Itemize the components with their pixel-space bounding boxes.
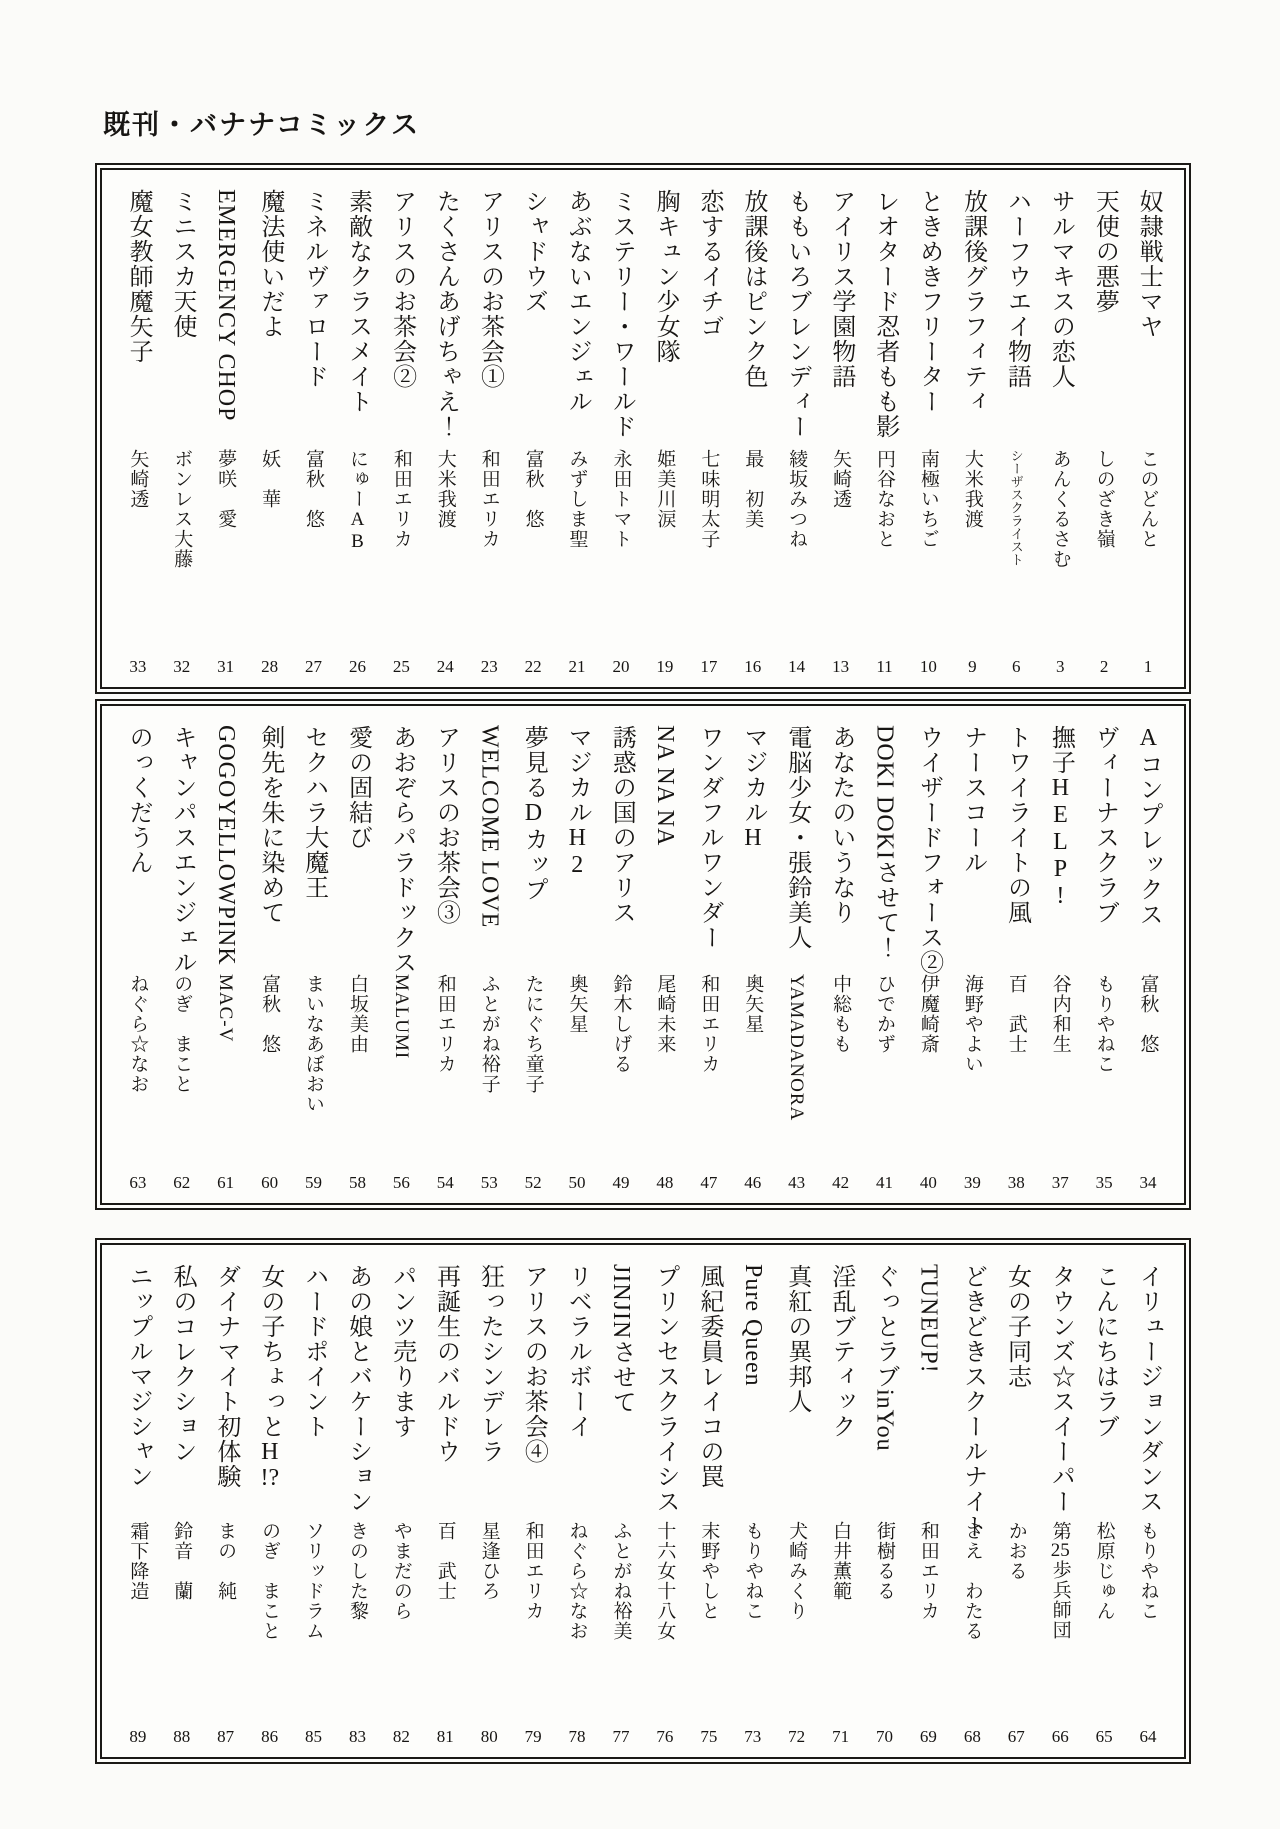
entry-number: 19 [656, 657, 674, 676]
entry-number: 61 [217, 1173, 235, 1192]
entry-title: 狂ったシンデレラ [476, 1264, 503, 1464]
entry-number: 66 [1051, 1727, 1069, 1746]
entry-number: 65 [1095, 1727, 1113, 1746]
entry-author: 富秋 悠 [522, 448, 544, 529]
entry-number: 64 [1139, 1727, 1157, 1746]
catalog-entry [994, 174, 1038, 683]
entry-number: 9 [968, 657, 977, 676]
catalog-entry [1126, 1249, 1170, 1753]
entry-number: 87 [217, 1727, 235, 1746]
entry-title: ナースコール [959, 725, 986, 875]
catalog-entry [423, 1249, 467, 1753]
entry-title: 電脳少女・張鈴美人 [783, 725, 810, 950]
entry-number: 39 [963, 1173, 981, 1192]
entry-author: 尾崎未来 [654, 974, 676, 1055]
entry-author: 奥矢星 [742, 974, 764, 1035]
entry-number: 77 [612, 1727, 630, 1746]
entry-number: 69 [919, 1727, 937, 1746]
entry-number: 23 [480, 657, 498, 676]
entry-title: Aコンプレックス [1135, 725, 1162, 927]
entry-author: 和田エリカ [390, 448, 412, 549]
catalog-entry [423, 174, 467, 683]
entry-author: しのざき嶺 [1093, 448, 1115, 549]
entry-author: やまだのら [390, 1521, 412, 1622]
entry-title: アリスのお茶会② [388, 189, 415, 389]
entry-number: 46 [744, 1173, 762, 1192]
catalog-entry [335, 1249, 379, 1753]
entry-title: 素敵なクラスメイト [344, 189, 371, 414]
entry-author: もりやねこ [742, 1521, 764, 1622]
entry-title: 撫子HELP! [1047, 725, 1074, 910]
catalog-entry [687, 174, 731, 683]
entry-author: 伊魔崎斎 [917, 974, 939, 1055]
entry-author: たにぐち童子 [522, 974, 544, 1095]
entry-number: 78 [568, 1727, 586, 1746]
catalog-entry [950, 1249, 994, 1753]
catalog-entry [863, 710, 907, 1199]
entry-number: 49 [612, 1173, 630, 1192]
entry-title: ヴィーナスクラブ [1091, 725, 1118, 925]
entry-title: サルマキスの恋人 [1047, 189, 1074, 389]
entry-number: 89 [129, 1727, 147, 1746]
catalog-entry [160, 1249, 204, 1753]
entry-number: 63 [129, 1173, 147, 1192]
entry-author: 鈴音 蘭 [171, 1521, 193, 1602]
catalog-box-volumes-64-89 [95, 1238, 1191, 1764]
catalog-entry [292, 1249, 336, 1753]
entry-author: みずしま聖 [566, 448, 588, 549]
catalog-entry [775, 174, 819, 683]
entry-author: 白井薫範 [830, 1521, 852, 1602]
entry-title: 私のコレクション [168, 1264, 195, 1464]
entry-title: ミニスカ天使 [168, 189, 195, 339]
entry-number: 14 [788, 657, 806, 676]
catalog-entry [1082, 710, 1126, 1199]
catalog-entry [643, 1249, 687, 1753]
entry-title: ぐっとラブinYou [871, 1264, 898, 1452]
entry-title: 魔女教師魔矢子 [125, 189, 152, 364]
entry-author: 第25歩兵師団 [1049, 1521, 1071, 1641]
entry-title: ハーフウエイ物語 [1003, 189, 1030, 389]
entry-title: セクハラ大魔王 [300, 725, 327, 900]
catalog-entry [906, 710, 950, 1199]
entry-author: 富秋 悠 [259, 974, 281, 1055]
entry-number: 34 [1139, 1173, 1157, 1192]
entry-author: 和田エリカ [917, 1521, 939, 1622]
catalog-entry [1082, 174, 1126, 683]
entry-author: 富秋 悠 [1137, 974, 1159, 1055]
entry-title: 放課後はピンク色 [739, 189, 766, 389]
entry-columns [116, 1249, 1170, 1753]
catalog-entry [599, 1249, 643, 1753]
entry-title: あの娘とバケーション [344, 1264, 371, 1514]
entry-author: MAC-V [215, 974, 237, 1043]
entry-author: シーザスクライスト [1008, 448, 1024, 566]
entry-title: 夢見るDカップ [520, 725, 547, 902]
entry-number: 22 [524, 657, 542, 676]
entry-number: 81 [436, 1727, 454, 1746]
entry-author: ふとがね裕子 [478, 974, 500, 1095]
entry-author: 姫美川涙 [654, 448, 676, 529]
entry-title: パンツ売ります [388, 1264, 415, 1439]
entry-number: 10 [919, 657, 937, 676]
entry-title: リベラルボーイ [564, 1264, 591, 1439]
entry-number: 40 [919, 1173, 937, 1192]
entry-title: GOGOYELLOWPINK [212, 725, 239, 966]
catalog-entry [555, 174, 599, 683]
page-title: 既刊・バナナコミックス [103, 110, 421, 140]
entry-author: もりやねこ [1093, 974, 1115, 1075]
catalog-entry [467, 710, 511, 1199]
catalog-entry [863, 1249, 907, 1753]
entry-columns [116, 710, 1170, 1199]
catalog-entry [160, 174, 204, 683]
entry-number: 20 [612, 657, 630, 676]
entry-author: あんくるさむ [1049, 448, 1071, 569]
entry-author: 犬崎みくり [786, 1521, 808, 1622]
entry-author: 最 初美 [742, 448, 764, 529]
entry-number: 11 [876, 657, 893, 676]
entry-author: 永田トマト [610, 448, 632, 549]
entry-title: NA NA NA [652, 725, 679, 847]
entry-title: あなたのいうなり [827, 725, 854, 925]
catalog-entry [116, 174, 160, 683]
entry-author: このどんと [1137, 448, 1159, 549]
catalog-entry [379, 174, 423, 683]
catalog-entry [1038, 710, 1082, 1199]
entry-title: アリスのお茶会③ [432, 725, 459, 925]
entry-author: きのした黎 [346, 1521, 368, 1622]
entry-title: Pure Queen [739, 1264, 766, 1387]
catalog-entry [555, 1249, 599, 1753]
entry-columns [116, 174, 1170, 683]
entry-title: TUNEUP! [915, 1264, 942, 1374]
entry-title: 愛の固結び [344, 725, 371, 850]
entry-author: 和田エリカ [522, 1521, 544, 1622]
entry-title: 恋するイチゴ [696, 189, 723, 339]
catalog-entry [292, 174, 336, 683]
entry-author: 大米我渡 [961, 448, 983, 529]
entry-author: 富秋 悠 [303, 448, 325, 529]
entry-title: プリンセスクライシス [652, 1264, 679, 1514]
catalog-entry [950, 174, 994, 683]
entry-number: 83 [348, 1727, 366, 1746]
catalog-entry [1126, 174, 1170, 683]
entry-title: 誘惑の国のアリス [608, 725, 635, 925]
entry-title: 天使の悪夢 [1091, 189, 1118, 314]
entry-author: ねぐら☆なお [566, 1521, 588, 1642]
entry-title: 剣先を朱に染めて [256, 725, 283, 925]
entry-author: ひでかず [874, 974, 895, 1055]
entry-number: 58 [348, 1173, 366, 1192]
entry-author: 綾坂みつね [786, 448, 808, 549]
entry-number: 43 [788, 1173, 806, 1192]
entry-number: 41 [876, 1173, 893, 1192]
entry-title: 風紀委員レイコの罠 [696, 1264, 723, 1489]
entry-author: 末野やしと [698, 1521, 720, 1622]
entry-title: タウンズ☆スイーパー [1047, 1264, 1074, 1514]
entry-author: 海野やよい [961, 974, 983, 1075]
entry-number: 28 [261, 657, 279, 676]
entry-number: 24 [436, 657, 454, 676]
entry-title: こんにちはラブ [1091, 1264, 1118, 1439]
entry-number: 80 [480, 1727, 498, 1746]
entry-author: 街樹るる [874, 1521, 895, 1602]
entry-number: 72 [788, 1727, 806, 1746]
catalog-entry [335, 174, 379, 683]
entry-number: 2 [1099, 657, 1109, 676]
box-frame [100, 1243, 1186, 1759]
catalog-entry [511, 1249, 555, 1753]
entry-author: 百 武士 [1005, 974, 1027, 1055]
entry-title: マジカルH [739, 725, 766, 852]
catalog-entry [643, 710, 687, 1199]
entry-title: 放課後グラフィティ [959, 189, 986, 414]
entry-author: まの 純 [215, 1521, 237, 1602]
entry-author: 松原じゅん [1093, 1521, 1115, 1622]
catalog-entry [819, 710, 863, 1199]
entry-title: ときめきフリーター [915, 189, 942, 414]
entry-number: 85 [305, 1727, 323, 1746]
entry-number: 17 [700, 657, 718, 676]
catalog-entry [819, 1249, 863, 1753]
entry-title: のっくだうん [125, 725, 152, 875]
entry-number: 71 [832, 1727, 850, 1746]
entry-number: 67 [1007, 1727, 1025, 1746]
entry-number: 70 [876, 1727, 893, 1746]
entry-title: ミステリー・ワールド [608, 189, 635, 439]
entry-number: 53 [480, 1173, 498, 1192]
entry-title: 奴隷戦士マヤ [1135, 189, 1162, 339]
catalog-entry [775, 1249, 819, 1753]
catalog-entry [1038, 174, 1082, 683]
entry-author: 白坂美由 [346, 974, 368, 1055]
entry-author: ふとがね裕美 [610, 1521, 632, 1642]
entry-number: 75 [700, 1727, 718, 1746]
entry-title: あおぞらパラドックス [388, 725, 415, 975]
entry-author: 鈴木しげる [610, 974, 632, 1075]
entry-title: 再誕生のバルドウ [432, 1264, 459, 1464]
entry-author: 百 武士 [434, 1521, 456, 1602]
catalog-entry [467, 174, 511, 683]
entry-number: 42 [832, 1173, 850, 1192]
entry-number: 86 [261, 1727, 279, 1746]
entry-number: 79 [524, 1727, 542, 1746]
entry-author: のぎ まこと [259, 1521, 281, 1642]
catalog-entry [379, 710, 423, 1199]
entry-author: もりやねこ [1137, 1521, 1159, 1622]
entry-title: キャンパスエンジェル [168, 725, 195, 975]
catalog-entry [863, 174, 907, 683]
catalog-entry [775, 710, 819, 1199]
entry-author: にゅーAB [346, 448, 368, 553]
catalog-entry [116, 1249, 160, 1753]
entry-author: 霜下降造 [127, 1521, 149, 1602]
catalog-entry [599, 710, 643, 1199]
entry-number: 50 [568, 1173, 586, 1192]
entry-number: 48 [656, 1173, 674, 1192]
entry-number: 52 [524, 1173, 542, 1192]
entry-title: あぶないエンジェル [564, 189, 591, 414]
entry-title: たくさんあげちゃえ！ [432, 189, 459, 439]
catalog-entry [379, 1249, 423, 1753]
entry-author: 十六女十八女 [654, 1521, 676, 1642]
catalog-entry [906, 1249, 950, 1753]
catalog-entry [1126, 710, 1170, 1199]
catalog-entry [906, 174, 950, 683]
entry-number: 37 [1051, 1173, 1069, 1192]
entry-author: まいなあぼおい [303, 974, 325, 1115]
entry-title: WELCOME LOVE [476, 725, 503, 929]
entry-title: ウイザードフォース② [915, 725, 942, 975]
entry-number: 59 [305, 1173, 323, 1192]
catalog-entry [994, 710, 1038, 1199]
entry-number: 3 [1055, 657, 1065, 676]
entry-number: 88 [173, 1727, 191, 1746]
entry-title: アイリス学園物語 [827, 189, 854, 389]
entry-title: ニップルマジシャン [125, 1264, 152, 1489]
entry-title: アリスのお茶会① [476, 189, 503, 389]
entry-author: 中総もも [830, 974, 852, 1055]
entry-author: かおる [1005, 1521, 1027, 1582]
catalog-entry [160, 710, 204, 1199]
box-frame [100, 704, 1186, 1205]
catalog-entry [731, 174, 775, 683]
entry-number: 82 [392, 1727, 410, 1746]
entry-author: 和田エリカ [478, 448, 500, 549]
catalog-entry [116, 710, 160, 1199]
catalog-entry [204, 174, 248, 683]
entry-title: イリュージョンダンス [1135, 1264, 1162, 1514]
entry-number: 38 [1007, 1173, 1025, 1192]
entry-number: 27 [305, 657, 323, 676]
catalog-entry [1082, 1249, 1126, 1753]
entry-author: MALUMI [390, 974, 412, 1060]
entry-title: DOKI DOKIさせて！ [871, 725, 898, 960]
entry-title: 胸キュン少女隊 [652, 189, 679, 364]
entry-number: 32 [173, 657, 191, 676]
entry-number: 31 [217, 657, 235, 676]
entry-title: トワイライトの風 [1003, 725, 1030, 925]
entry-author: 奥矢星 [566, 974, 588, 1035]
catalog-entry [731, 710, 775, 1199]
entry-title: ハードポイント [300, 1264, 327, 1439]
entry-author: YAMADANORA [786, 974, 808, 1122]
entry-number: 1 [1143, 657, 1153, 676]
entry-title: レオタード忍者もも影 [871, 189, 898, 439]
entry-number: 56 [392, 1173, 410, 1192]
entry-author: さえ わたる [961, 1521, 983, 1642]
entry-number: 54 [436, 1173, 454, 1192]
entry-number: 21 [568, 657, 586, 676]
catalog-entry [204, 1249, 248, 1753]
entry-author: 矢崎透 [830, 448, 852, 509]
catalog-entry [555, 710, 599, 1199]
entry-author: ソリッドラム [303, 1521, 325, 1642]
entry-number: 6 [1012, 657, 1021, 676]
entry-number: 76 [656, 1727, 674, 1746]
catalog-entry [248, 710, 292, 1199]
entry-title: ももいろブレンディー [783, 189, 810, 439]
entry-author: 夢咲 愛 [215, 448, 237, 529]
entry-number: 60 [261, 1173, 279, 1192]
entry-title: どきどきスクールナイト [959, 1264, 986, 1539]
entry-number: 73 [744, 1727, 762, 1746]
entry-title: ミネルヴァロード [300, 189, 327, 389]
catalog-entry [819, 174, 863, 683]
catalog-entry [511, 710, 555, 1199]
entry-title: 真紅の異邦人 [783, 1264, 810, 1414]
entry-author: 星逢ひろ [478, 1521, 500, 1602]
catalog-entry [994, 1249, 1038, 1753]
entry-author: 円谷なおと [874, 448, 895, 549]
catalog-entry [204, 710, 248, 1199]
entry-author: 和田エリカ [434, 974, 456, 1075]
entry-author: 南極いちご [917, 448, 939, 549]
entry-number: 47 [700, 1173, 718, 1192]
entry-number: 33 [129, 657, 147, 676]
entry-title: 女の子ちょっとH!? [256, 1264, 283, 1490]
entry-number: 62 [173, 1173, 191, 1192]
entry-title: シャドウズ [520, 189, 547, 314]
entry-title: EMERGENCY CHOP [212, 189, 239, 422]
entry-title: マジカルH2 [564, 725, 591, 879]
entry-title: JINJINさせて [608, 1264, 635, 1415]
entry-number: 68 [963, 1727, 981, 1746]
catalog-entry [599, 174, 643, 683]
catalog-entry [687, 710, 731, 1199]
entry-title: 淫乱ブティック [827, 1264, 854, 1439]
entry-number: 25 [392, 657, 410, 676]
catalog-entry [248, 174, 292, 683]
entry-author: 谷内和生 [1049, 974, 1071, 1055]
catalog-entry [423, 710, 467, 1199]
catalog-entry [687, 1249, 731, 1753]
entry-author: のぎ まこと [171, 974, 193, 1095]
catalog-entry [248, 1249, 292, 1753]
entry-author: 大米我渡 [434, 448, 456, 529]
entry-author: ボンレス大藤 [171, 448, 193, 569]
catalog-entry [467, 1249, 511, 1753]
entry-author: ねぐら☆なお [127, 974, 149, 1095]
catalog-entry [950, 710, 994, 1199]
entry-number: 26 [348, 657, 366, 676]
catalog-entry [335, 710, 379, 1199]
catalog-box-volumes-1-33 [95, 163, 1191, 694]
entry-title: ワンダフルワンダー [696, 725, 723, 950]
box-frame [100, 168, 1186, 689]
catalog-entry [511, 174, 555, 683]
catalog-entry [1038, 1249, 1082, 1753]
catalog-entry [731, 1249, 775, 1753]
entry-number: 13 [832, 657, 850, 676]
catalog-entry [292, 710, 336, 1199]
entry-author: 矢崎透 [127, 448, 149, 509]
catalog-entry [643, 174, 687, 683]
catalog-box-volumes-34-63 [95, 699, 1191, 1210]
entry-title: 女の子同志 [1003, 1264, 1030, 1389]
entry-title: ダイナマイト初体験 [212, 1264, 239, 1489]
entry-author: 妖 華 [259, 448, 281, 509]
entry-title: 魔法使いだよ [256, 189, 283, 339]
entry-author: 七味明太子 [698, 448, 720, 549]
entry-title: アリスのお茶会④ [520, 1264, 547, 1464]
entry-number: 16 [744, 657, 762, 676]
entry-author: 和田エリカ [698, 974, 720, 1075]
entry-number: 35 [1095, 1173, 1113, 1192]
